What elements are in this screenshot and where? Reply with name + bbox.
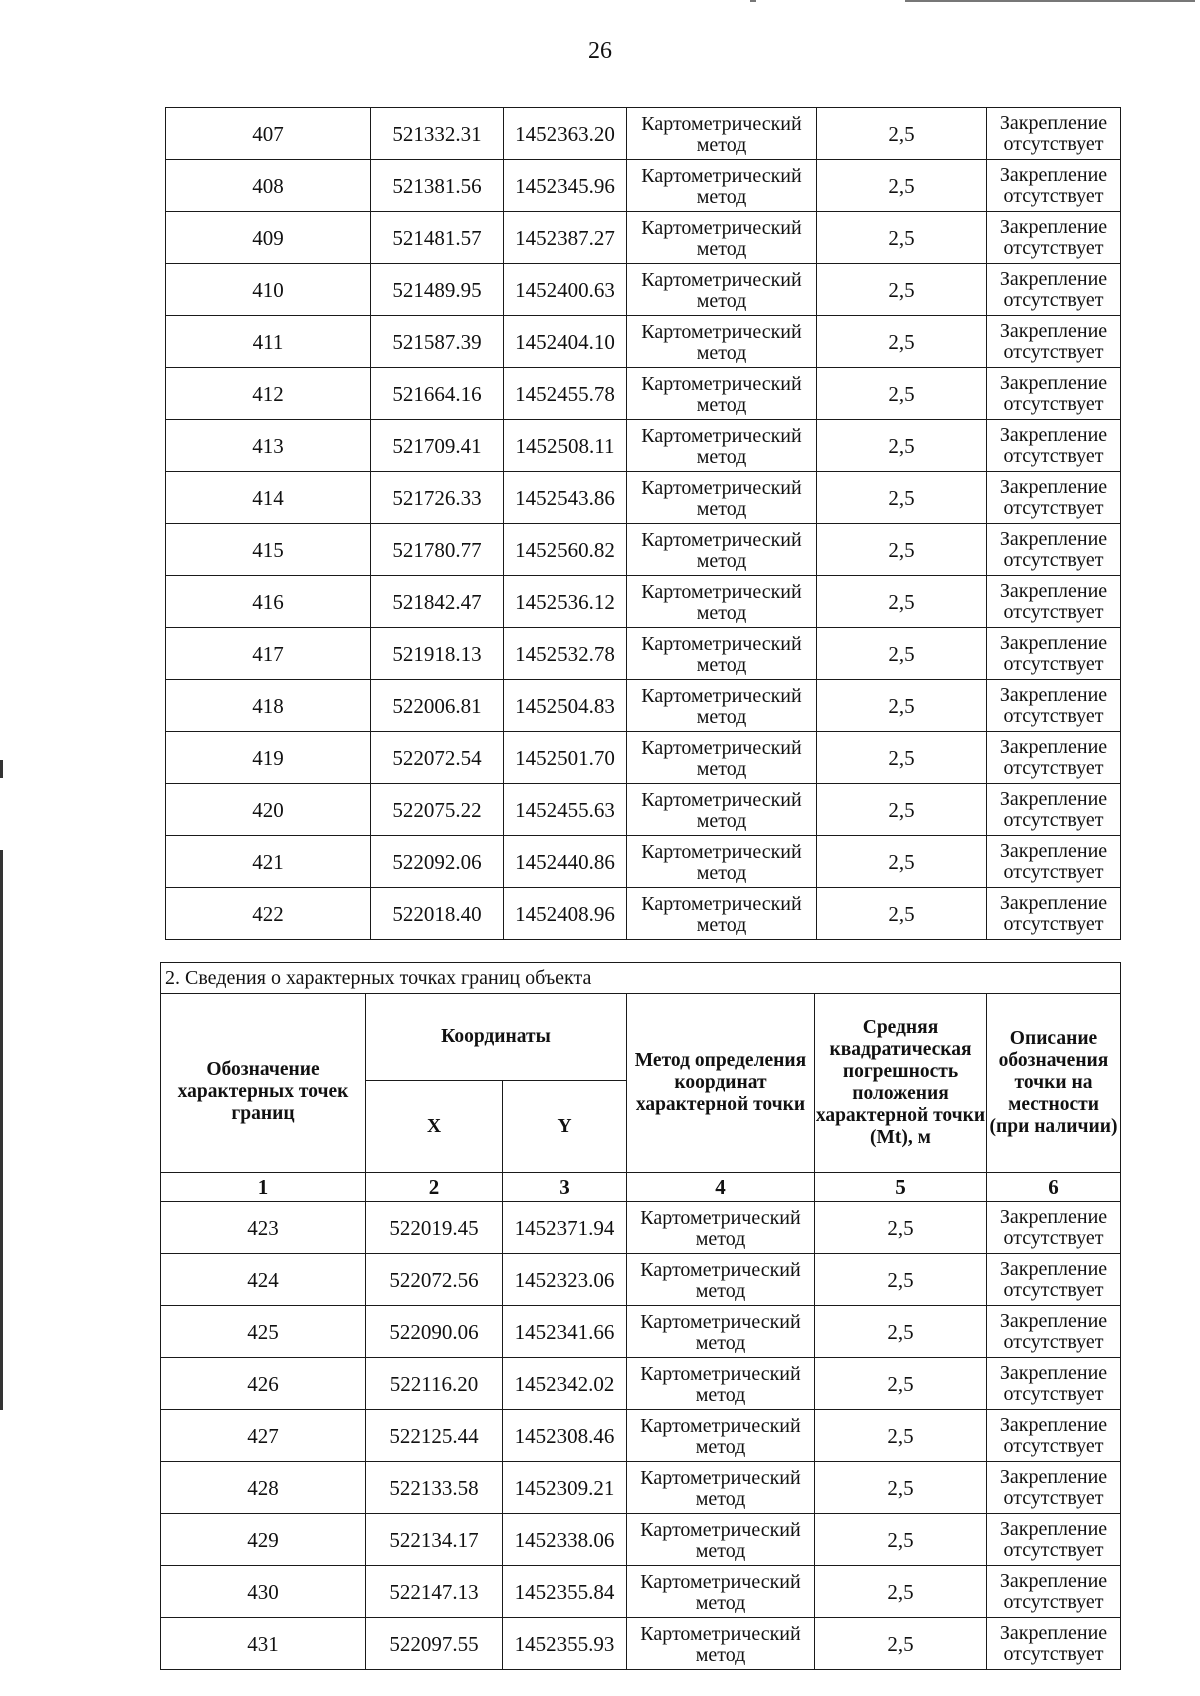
- error-mt-cell: 2,5: [815, 1462, 987, 1514]
- coord-x-cell: 522018.40: [371, 888, 504, 940]
- point-id-cell: 417: [166, 628, 371, 680]
- coord-y-cell: 1452309.21: [503, 1462, 627, 1514]
- error-mt-cell: 2,5: [817, 264, 987, 316]
- description-cell: Закрепление отсутствует: [987, 1358, 1121, 1410]
- method-cell: Картометрический метод: [627, 264, 817, 316]
- method-cell: Картометрический метод: [627, 836, 817, 888]
- column-number: 3: [503, 1173, 627, 1202]
- table-row: [166, 472, 1121, 524]
- error-mt-cell: 2,5: [815, 1410, 987, 1462]
- coord-x-cell: 521780.77: [371, 524, 504, 576]
- error-mt-cell: 2,5: [815, 1618, 987, 1670]
- coord-y-cell: 1452440.86: [504, 836, 627, 888]
- table-row: [166, 784, 1121, 836]
- point-id-cell: 421: [166, 836, 371, 888]
- coord-x-cell: 521842.47: [371, 576, 504, 628]
- error-mt-cell: 2,5: [817, 576, 987, 628]
- method-cell: Картометрический метод: [627, 888, 817, 940]
- error-mt-cell: 2,5: [817, 316, 987, 368]
- point-id-cell: 424: [161, 1254, 366, 1306]
- table-row: [166, 368, 1121, 420]
- description-cell: Закрепление отсутствует: [987, 160, 1121, 212]
- header-row-1: [161, 994, 1121, 1081]
- coord-x-cell: 522134.17: [366, 1514, 503, 1566]
- method-cell: Картометрический метод: [627, 1410, 815, 1462]
- point-id-cell: 422: [166, 888, 371, 940]
- point-id-cell: 429: [161, 1514, 366, 1566]
- point-id-cell: 426: [161, 1358, 366, 1410]
- point-id-cell: 418: [166, 680, 371, 732]
- coord-x-cell: 521726.33: [371, 472, 504, 524]
- header-method: Метод определения координат характерной точки: [627, 994, 815, 1173]
- coord-y-cell: 1452341.66: [503, 1306, 627, 1358]
- method-cell: Картометрический метод: [627, 316, 817, 368]
- method-cell: Картометрический метод: [627, 1358, 815, 1410]
- points-table-continued: [165, 107, 1121, 940]
- coord-x-cell: 522072.54: [371, 732, 504, 784]
- coord-x-cell: 522090.06: [366, 1306, 503, 1358]
- table-row: [166, 316, 1121, 368]
- page-number: 26: [588, 38, 612, 64]
- coord-x-cell: 521587.39: [371, 316, 504, 368]
- error-mt-cell: 2,5: [815, 1358, 987, 1410]
- coord-x-cell: 522133.58: [366, 1462, 503, 1514]
- method-cell: Картометрический метод: [627, 1254, 815, 1306]
- column-number-row: [161, 1173, 1121, 1202]
- coord-y-cell: 1452338.06: [503, 1514, 627, 1566]
- column-number: 4: [627, 1173, 815, 1202]
- table-row: [161, 1618, 1121, 1670]
- method-cell: Картометрический метод: [627, 1566, 815, 1618]
- method-cell: Картометрический метод: [627, 680, 817, 732]
- error-mt-cell: 2,5: [817, 680, 987, 732]
- method-cell: Картометрический метод: [627, 628, 817, 680]
- description-cell: Закрепление отсутствует: [987, 732, 1121, 784]
- coord-y-cell: 1452371.94: [503, 1202, 627, 1254]
- description-cell: Закрепление отсутствует: [987, 1618, 1121, 1670]
- method-cell: Картометрический метод: [627, 1618, 815, 1670]
- point-id-cell: 419: [166, 732, 371, 784]
- coord-x-cell: 522006.81: [371, 680, 504, 732]
- coord-x-cell: 521332.31: [371, 108, 504, 160]
- coord-y-cell: 1452355.93: [503, 1618, 627, 1670]
- coord-x-cell: 522092.06: [371, 836, 504, 888]
- table-row: [166, 836, 1121, 888]
- coord-x-cell: 522075.22: [371, 784, 504, 836]
- table-row: [166, 108, 1121, 160]
- header-x: X: [366, 1081, 503, 1173]
- point-id-cell: 416: [166, 576, 371, 628]
- coord-x-cell: 522147.13: [366, 1566, 503, 1618]
- method-cell: Картометрический метод: [627, 160, 817, 212]
- scan-left-edge-bar: [0, 850, 3, 1410]
- description-cell: Закрепление отсутствует: [987, 1410, 1121, 1462]
- table-row: [166, 420, 1121, 472]
- coord-x-cell: 521381.56: [371, 160, 504, 212]
- method-cell: Картометрический метод: [627, 1462, 815, 1514]
- coord-y-cell: 1452342.02: [503, 1358, 627, 1410]
- method-cell: Картометрический метод: [627, 524, 817, 576]
- table-row: [166, 212, 1121, 264]
- coord-x-cell: 522125.44: [366, 1410, 503, 1462]
- description-cell: Закрепление отсутствует: [987, 420, 1121, 472]
- coord-y-cell: 1452504.83: [504, 680, 627, 732]
- point-id-cell: 420: [166, 784, 371, 836]
- coord-y-cell: 1452323.06: [503, 1254, 627, 1306]
- coord-y-cell: 1452536.12: [504, 576, 627, 628]
- coord-y-cell: 1452404.10: [504, 316, 627, 368]
- table-row: [166, 524, 1121, 576]
- method-cell: Картометрический метод: [627, 420, 817, 472]
- coord-y-cell: 1452455.78: [504, 368, 627, 420]
- description-cell: Закрепление отсутствует: [987, 472, 1121, 524]
- point-id-cell: 414: [166, 472, 371, 524]
- error-mt-cell: 2,5: [817, 784, 987, 836]
- table-row: [166, 264, 1121, 316]
- point-id-cell: 411: [166, 316, 371, 368]
- description-cell: Закрепление отсутствует: [987, 264, 1121, 316]
- method-cell: Картометрический метод: [627, 108, 817, 160]
- coord-y-cell: 1452408.96: [504, 888, 627, 940]
- description-cell: Закрепление отсутствует: [987, 212, 1121, 264]
- table-row: [161, 1410, 1121, 1462]
- method-cell: Картометрический метод: [627, 1514, 815, 1566]
- description-cell: Закрепление отсутствует: [987, 836, 1121, 888]
- error-mt-cell: 2,5: [817, 160, 987, 212]
- error-mt-cell: 2,5: [817, 368, 987, 420]
- coord-y-cell: 1452508.11: [504, 420, 627, 472]
- error-mt-cell: 2,5: [817, 836, 987, 888]
- column-number: 6: [987, 1173, 1121, 1202]
- coord-x-cell: 522019.45: [366, 1202, 503, 1254]
- method-cell: Картометрический метод: [627, 212, 817, 264]
- coord-x-cell: 521664.16: [371, 368, 504, 420]
- description-cell: Закрепление отсутствует: [987, 680, 1121, 732]
- point-id-cell: 427: [161, 1410, 366, 1462]
- point-id-cell: 423: [161, 1202, 366, 1254]
- description-cell: Закрепление отсутствует: [987, 888, 1121, 940]
- header-description: Описание обозначения точки на местности (при наличии): [987, 994, 1121, 1173]
- description-cell: Закрепление отсутствует: [987, 576, 1121, 628]
- boundary-points-table: [160, 962, 1121, 1670]
- table-row: [166, 160, 1121, 212]
- column-number: 2: [366, 1173, 503, 1202]
- method-cell: Картометрический метод: [627, 1306, 815, 1358]
- method-cell: Картометрический метод: [627, 732, 817, 784]
- coord-x-cell: 521709.41: [371, 420, 504, 472]
- point-id-cell: 413: [166, 420, 371, 472]
- table-row: [166, 732, 1121, 784]
- table-row: [166, 576, 1121, 628]
- coord-x-cell: 521918.13: [371, 628, 504, 680]
- table-row: [161, 1306, 1121, 1358]
- coord-x-cell: 522072.56: [366, 1254, 503, 1306]
- point-id-cell: 408: [166, 160, 371, 212]
- error-mt-cell: 2,5: [817, 420, 987, 472]
- point-id-cell: 407: [166, 108, 371, 160]
- method-cell: Картометрический метод: [627, 368, 817, 420]
- description-cell: Закрепление отсутствует: [987, 524, 1121, 576]
- section-title-row: [161, 963, 1121, 994]
- error-mt-cell: 2,5: [815, 1254, 987, 1306]
- point-id-cell: 409: [166, 212, 371, 264]
- error-mt-cell: 2,5: [817, 108, 987, 160]
- scan-left-edge-mark: [0, 760, 3, 778]
- description-cell: Закрепление отсутствует: [987, 628, 1121, 680]
- coord-x-cell: 521489.95: [371, 264, 504, 316]
- error-mt-cell: 2,5: [815, 1202, 987, 1254]
- description-cell: Закрепление отсутствует: [987, 108, 1121, 160]
- coord-x-cell: 522097.55: [366, 1618, 503, 1670]
- table-row: [161, 1514, 1121, 1566]
- table-row: [166, 680, 1121, 732]
- table-row: [161, 1254, 1121, 1306]
- coord-y-cell: 1452308.46: [503, 1410, 627, 1462]
- description-cell: Закрепление отсутствует: [987, 316, 1121, 368]
- method-cell: Картометрический метод: [627, 784, 817, 836]
- coord-y-cell: 1452455.63: [504, 784, 627, 836]
- coord-y-cell: 1452501.70: [504, 732, 627, 784]
- column-number: 1: [161, 1173, 366, 1202]
- description-cell: Закрепление отсутствует: [987, 1254, 1121, 1306]
- table-row: [161, 1358, 1121, 1410]
- method-cell: Картометрический метод: [627, 1202, 815, 1254]
- error-mt-cell: 2,5: [817, 732, 987, 784]
- section-title: 2. Сведения о характерных точках границ объекта: [161, 963, 1121, 994]
- coord-y-cell: 1452400.63: [504, 264, 627, 316]
- point-id-cell: 412: [166, 368, 371, 420]
- description-cell: Закрепление отсутствует: [987, 1514, 1121, 1566]
- coord-y-cell: 1452387.27: [504, 212, 627, 264]
- description-cell: Закрепление отсутствует: [987, 1202, 1121, 1254]
- description-cell: Закрепление отсутствует: [987, 1566, 1121, 1618]
- description-cell: Закрепление отсутствует: [987, 784, 1121, 836]
- description-cell: Закрепление отсутствует: [987, 1306, 1121, 1358]
- header-designation: Обозначение характерных точек границ: [161, 994, 366, 1173]
- table-row: [161, 1202, 1121, 1254]
- column-number: 5: [815, 1173, 987, 1202]
- boundary-points-table-body: [161, 963, 1121, 1670]
- point-id-cell: 410: [166, 264, 371, 316]
- error-mt-cell: 2,5: [815, 1306, 987, 1358]
- header-coordinates: Координаты: [366, 994, 627, 1081]
- coord-x-cell: 521481.57: [371, 212, 504, 264]
- coord-y-cell: 1452543.86: [504, 472, 627, 524]
- coord-y-cell: 1452363.20: [504, 108, 627, 160]
- description-cell: Закрепление отсутствует: [987, 368, 1121, 420]
- error-mt-cell: 2,5: [817, 628, 987, 680]
- point-id-cell: 430: [161, 1566, 366, 1618]
- header-error: Средняя квадратическая погрешность положения характерной точки (Mt), м: [815, 994, 987, 1173]
- error-mt-cell: 2,5: [817, 888, 987, 940]
- method-cell: Картометрический метод: [627, 472, 817, 524]
- scan-top-edge-mark: [750, 0, 756, 2]
- scan-top-edge-line: [905, 0, 1195, 2]
- coord-y-cell: 1452532.78: [504, 628, 627, 680]
- error-mt-cell: 2,5: [815, 1514, 987, 1566]
- point-id-cell: 428: [161, 1462, 366, 1514]
- table-row: [161, 1462, 1121, 1514]
- point-id-cell: 415: [166, 524, 371, 576]
- method-cell: Картометрический метод: [627, 576, 817, 628]
- coord-y-cell: 1452345.96: [504, 160, 627, 212]
- coord-y-cell: 1452355.84: [503, 1566, 627, 1618]
- header-y: Y: [503, 1081, 627, 1173]
- error-mt-cell: 2,5: [815, 1566, 987, 1618]
- error-mt-cell: 2,5: [817, 524, 987, 576]
- error-mt-cell: 2,5: [817, 212, 987, 264]
- coord-x-cell: 522116.20: [366, 1358, 503, 1410]
- point-id-cell: 431: [161, 1618, 366, 1670]
- coord-y-cell: 1452560.82: [504, 524, 627, 576]
- table-row: [166, 628, 1121, 680]
- table-row: [161, 1566, 1121, 1618]
- description-cell: Закрепление отсутствует: [987, 1462, 1121, 1514]
- points-table-continued-body: [166, 108, 1121, 940]
- point-id-cell: 425: [161, 1306, 366, 1358]
- error-mt-cell: 2,5: [817, 472, 987, 524]
- table-row: [166, 888, 1121, 940]
